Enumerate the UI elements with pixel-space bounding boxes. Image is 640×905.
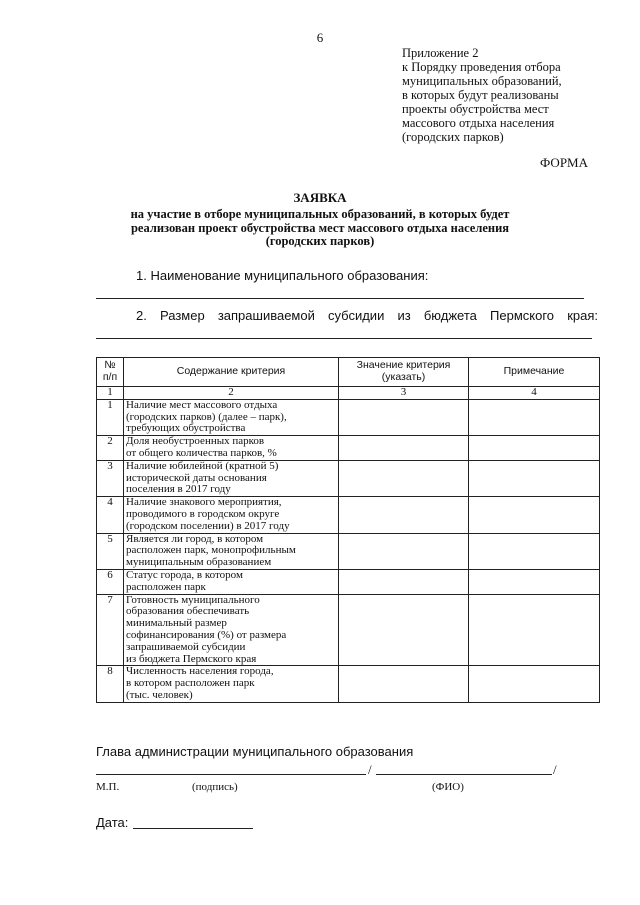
- annex-line: массового отдыха населения: [402, 116, 555, 130]
- row-number: 2: [97, 436, 124, 461]
- criterion-note-cell[interactable]: [469, 569, 600, 594]
- criterion-line: Доля необустроенных парков: [126, 435, 265, 448]
- criterion-value-cell[interactable]: [339, 533, 469, 569]
- column-numbers-row: [97, 387, 600, 400]
- criterion-text: [124, 666, 339, 702]
- criteria-table: [96, 357, 600, 703]
- table-row: [97, 666, 600, 702]
- criterion-note-cell[interactable]: [469, 399, 600, 435]
- document-title: ЗАЯВКА: [293, 190, 347, 205]
- header-criterion: Содержание критерия: [124, 358, 339, 387]
- col-number: 2: [124, 387, 339, 400]
- criterion-note-cell[interactable]: [469, 497, 600, 533]
- criterion-value-cell[interactable]: [339, 569, 469, 594]
- col-number: 1: [97, 387, 124, 400]
- annex-line: к Порядку проведения отбора: [402, 60, 561, 74]
- criterion-line: требующих обустройства: [126, 422, 246, 435]
- criterion-text: [124, 533, 339, 569]
- fio-slash: /: [553, 762, 557, 777]
- annex-line: Приложение 2: [402, 46, 479, 60]
- municipality-field-line[interactable]: [96, 298, 584, 299]
- criterion-value-cell[interactable]: [339, 666, 469, 702]
- criterion-value-cell[interactable]: [339, 399, 469, 435]
- annex-line: (городских парков): [402, 130, 504, 144]
- criterion-line: Наличие мест массового отдыха: [126, 398, 278, 411]
- criterion-line: из бюджета Пермского края: [126, 652, 257, 665]
- criterion-line: (городских парков) (далее – парк),: [126, 410, 287, 423]
- header-num: № п/п: [97, 358, 124, 387]
- signature-title: Глава администрации муниципального образования: [96, 744, 414, 759]
- row-number: 6: [97, 569, 124, 594]
- row-number: 5: [97, 533, 124, 569]
- row-number: 7: [97, 594, 124, 666]
- row-number: 1: [97, 399, 124, 435]
- criterion-line: Наличие знакового мероприятия,: [126, 496, 282, 509]
- signature-line[interactable]: [96, 774, 366, 775]
- criterion-line: софинансирования (%) от размера: [126, 628, 287, 641]
- row-number: 8: [97, 666, 124, 702]
- criterion-line: в котором расположен парк: [126, 677, 255, 690]
- sign-caption: (подпись): [192, 781, 238, 793]
- criterion-line: проводимого в городском округе: [126, 507, 280, 520]
- criterion-text: [124, 399, 339, 435]
- subtitle-line: (городских парков): [265, 234, 375, 248]
- criterion-line: Статус города, в котором: [126, 568, 243, 581]
- criterion-value-cell[interactable]: [339, 460, 469, 496]
- date-label: Дата:: [96, 815, 129, 830]
- criterion-note-cell[interactable]: [469, 436, 600, 461]
- table-header-row: [97, 358, 600, 387]
- stamp-label: М.П.: [96, 781, 120, 793]
- header-note: Примечание: [469, 358, 600, 387]
- criteria-body: [97, 399, 600, 702]
- col-number: 4: [469, 387, 600, 400]
- fio-line[interactable]: [376, 774, 552, 775]
- table-row: [97, 399, 600, 435]
- subsidy-field-line[interactable]: [96, 338, 592, 339]
- annex-line: проекты обустройства мест: [402, 102, 549, 116]
- criterion-line: расположен парк, монопрофильным: [126, 544, 296, 557]
- annex-line: муниципальных образований,: [402, 74, 562, 88]
- criterion-line: минимальный размер: [126, 617, 227, 630]
- criterion-line: от общего количества парков, %: [126, 446, 277, 459]
- date-field-line[interactable]: [133, 828, 253, 829]
- table-row: [97, 460, 600, 496]
- criterion-text: [124, 497, 339, 533]
- criterion-text: [124, 436, 339, 461]
- criterion-line: запрашиваемой субсидии: [126, 640, 246, 653]
- municipality-label: 1. Наименование муниципального образования:: [136, 268, 429, 283]
- criterion-line: (тыс. человек): [126, 688, 193, 701]
- criterion-text: [124, 460, 339, 496]
- criterion-note-cell[interactable]: [469, 533, 600, 569]
- row-number: 4: [97, 497, 124, 533]
- table-row: [97, 436, 600, 461]
- criterion-line: Является ли город, в котором: [126, 532, 264, 545]
- form-label: ФОРМА: [540, 155, 588, 170]
- fio-caption: (ФИО): [432, 781, 464, 793]
- criterion-line: (городском поселении) в 2017 году: [126, 519, 290, 532]
- table-row: [97, 569, 600, 594]
- criterion-line: Численность населения города,: [126, 665, 274, 678]
- criterion-note-cell[interactable]: [469, 594, 600, 666]
- signature-slash: /: [368, 762, 372, 777]
- row-number: 3: [97, 460, 124, 496]
- criterion-note-cell[interactable]: [469, 666, 600, 702]
- criterion-value-cell[interactable]: [339, 594, 469, 666]
- criterion-line: муниципальным образованием: [126, 556, 272, 569]
- table-row: [97, 533, 600, 569]
- annex-block: [402, 46, 622, 144]
- criterion-line: расположен парк: [126, 580, 206, 593]
- subsidy-label: 2. Размер запрашиваемой субсидии из бюджета Пермского края:: [136, 308, 598, 323]
- criterion-text: [124, 594, 339, 666]
- criterion-line: исторической даты основания: [126, 471, 267, 484]
- subtitle-line: реализован проект обустройства мест массового отдыха населения: [130, 220, 510, 235]
- page-number: 6: [316, 30, 324, 45]
- criterion-text: [124, 569, 339, 594]
- annex-line: в которых будут реализованы: [402, 88, 559, 102]
- criterion-line: поселения в 2017 году: [126, 483, 231, 496]
- subtitle-line: на участие в отборе муниципальных образований, в которых будет: [130, 207, 510, 221]
- table-row: [97, 497, 600, 533]
- criterion-note-cell[interactable]: [469, 460, 600, 496]
- criterion-line: Готовность муниципального: [126, 593, 260, 606]
- criterion-value-cell[interactable]: [339, 436, 469, 461]
- header-value: Значение критерия (указать): [339, 358, 469, 387]
- criterion-line: образования обеспечивать: [126, 605, 250, 618]
- table-row: [97, 594, 600, 666]
- col-number: 3: [339, 387, 469, 400]
- criterion-value-cell[interactable]: [339, 497, 469, 533]
- criterion-line: Наличие юбилейной (кратной 5): [126, 459, 279, 472]
- document-subtitle: [100, 208, 540, 249]
